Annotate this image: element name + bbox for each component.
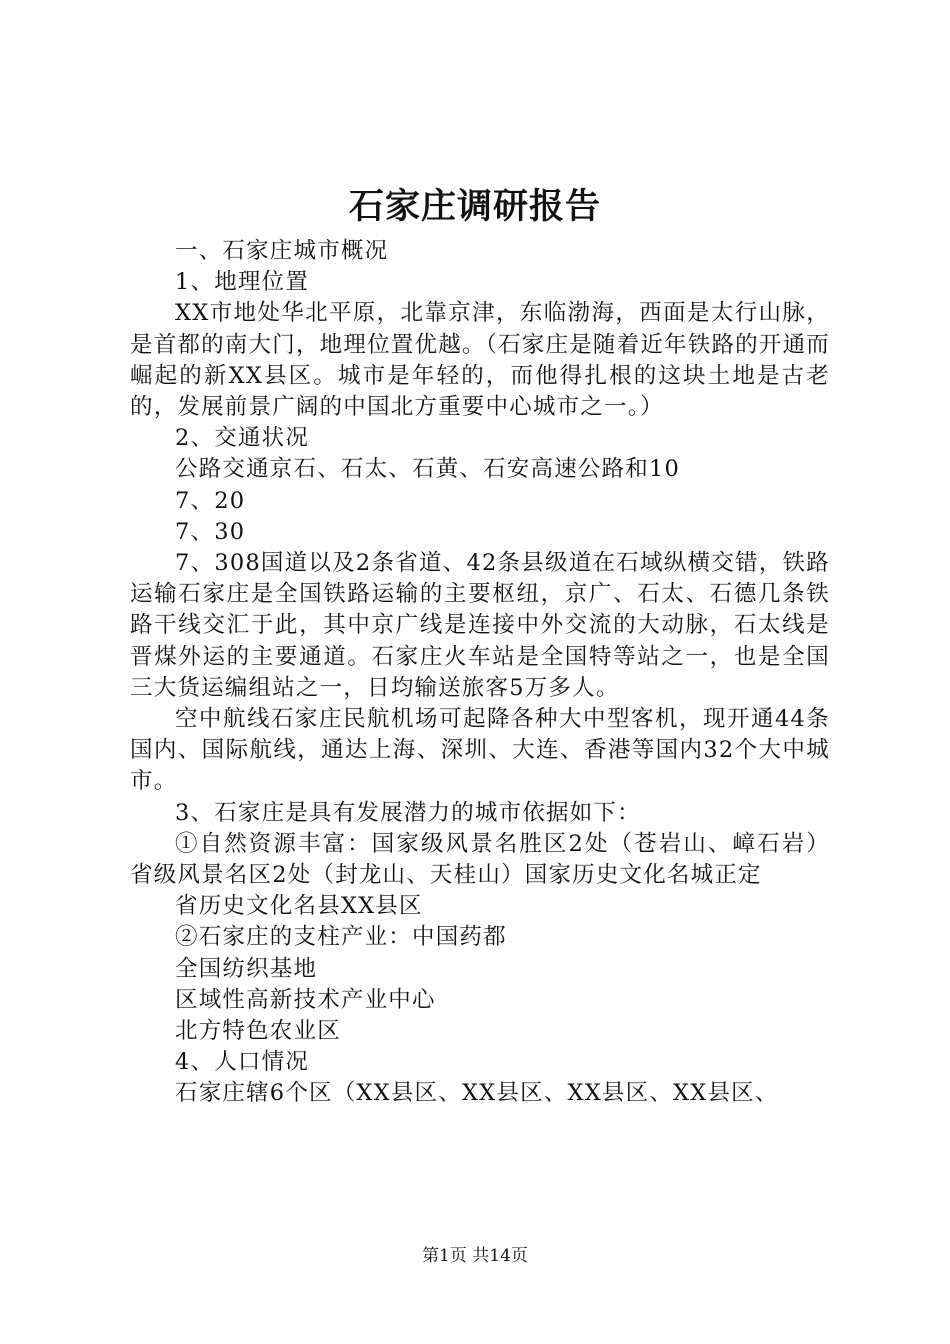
paragraph-line: 区域性高新技术产业中心 [175,986,436,1013]
document-title: 石家庄调研报告 [348,186,601,227]
section-heading-overview: 一、石家庄城市概况 [175,238,389,264]
paragraph-line: 北方特色农业区 [175,1018,341,1045]
paragraph-highway: 公路交通京石、石太、石黄、石安高速公路和10 [175,456,681,483]
subheading-location: 1、地理位置 [175,269,310,296]
paragraph-line: 省历史文化名县XX县区 [175,893,423,920]
paragraph-industry: ②石家庄的支柱产业：中国药都 [175,924,507,951]
subheading-population: 4、人口情况 [175,1049,310,1076]
paragraph-location: XX市地处华北平原，北靠京津，东临渤海，西面是太行山脉，是首都的南大门，地理位置优越。（石家庄是随着近年铁路的开通而崛起的新XX县区。城市是年轻的，而他得扎根的这块土地是古老的，发展前景广阔的中国北方重要中心城市之一。） [130,300,830,421]
page-number-footer: 第1页 共14页 [422,1246,528,1266]
paragraph-air: 空中航线石家庄民航机场可起降各种大中型客机，现开通44条国内、国际航线，通达上海、深圳、大连、香港等国内32个大中城市。 [130,706,830,795]
paragraph-line: 7、30 [175,518,246,545]
subheading-traffic: 2、交通状况 [175,425,310,452]
document-body [130,236,830,1110]
subheading-potential: 3、石家庄是具有发展潜力的城市依据如下： [175,799,641,826]
paragraph-population: 石家庄辖6个区（XX县区、XX县区、XX县区、XX县区、 [175,1080,779,1107]
paragraph-railway: 7、308国道以及2条省道、42条县级道在石域纵横交错，铁路运输石家庄是全国铁路运输的主要枢纽，京广、石太、石德几条铁路干线交汇于此，其中京广线是连接中外交流的大动脉，石太线是晋煤外运的主要通道。石家庄火车站是全国特等站之一，也是全国三大货运编组站之一，日均输送旅客5万多人。 [130,550,830,701]
paragraph-resources: ①自然资源丰富：国家级风景名胜区2处（苍岩山、嶂石岩）省级风景名区2处（封龙山、天桂山）国家历史文化名城正定 [130,830,830,889]
paragraph-line: 7、20 [175,487,246,514]
paragraph-line: 全国纺织基地 [175,955,318,982]
